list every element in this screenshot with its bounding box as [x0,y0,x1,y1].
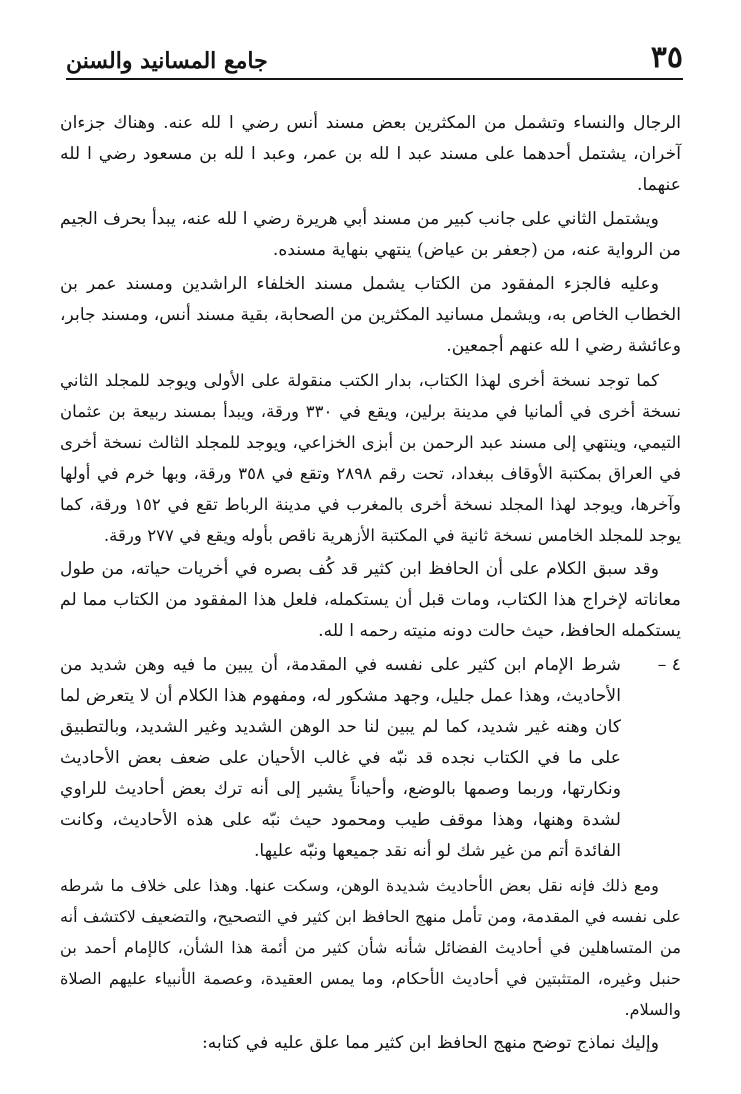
paragraph: الرجال والنساء وتشمل من المكثرين بعض مسند أنس رضي ا لله عنه. وهناك جزءان آخران، يشتمل أحدهما على مسند عبد ا لله بن عمر، وعبد ا لله بن مسعود رضي ا لله عنهما. [60,113,681,195]
paragraph: وإليك نماذج توضح منهج الحافظ ابن كثير مما علق عليه في كتابه: [201,1033,659,1053]
paragraph: وقد سبق الكلام على أن الحافظ ابن كثير قد كُف بصره في أخريات حياته، من طول معاناته لإخراج هذا الكتاب، ومات قبل أن يستكمله، فلعل هذا المفقود من الكتاب مما لم يستكمله الحافظ، حيث حالت دونه منيته رحمه ا لله. [60,559,681,641]
paragraph: كما توجد نسخة أخرى لهذا الكتاب، بدار الكتب منقولة على الأولى ويوجد للمجلد الثاني نسخة أخرى في ألمانيا في مدينة برلين، ويقع في ٣٣٠ ورقة، ويبدأ بمسند ربيعة بن عثمان التيمي، وينتهي إلى مسند عبد الرحمن بن أبزى الخزاعي، ويوجد للمجلد الثالث نسخة أخرى في العراق بمكتبة الأوقاف ببغداد، تحت رقم ٢٨٩٨ وتقع في ٣٥٨ ورقة، وبها خرم في أولها وآخرها، ويوجد لهذا المجلد نسخة أخرى بالمغرب في مدينة الرباط تقع في ١٥٢ ورقة، كما يوجد للمجلد الخامس نسخة ثانية في المكتبة الأزهرية ناقص بأوله ويقع في ٢٧٧ ورقة. [60,371,682,545]
numbered-item [60,650,681,867]
paragraph: ومع ذلك فإنه نقل بعض الأحاديث شديدة الوهن، وسكت عنها. وهذا على خلاف ما شرطه على نفسه في المقدمة، ومن تأمل منهج الحافظ ابن كثير في التصحيح، والتضعيف لاكتشف أنه من المتساهلين في أحاديث الفضائل شأنه شأن كثير من أئمة هذا الشأن، كالإمام أحمد بن حنبل وغيره، المتثبتين في أحاديث الأحكام، وما يمس العقيدة، وعصمة الأنبياء عليهم الصلاة والسلام. [60,876,681,1019]
item-text: شرط الإمام ابن كثير على نفسه في المقدمة، أن يبين ما فيه وهن شديد من الأحاديث، وهذا عمل جليل، وجهد مشكور له، ومفهوم هذا الكلام أن لا يتعرض لما كان وهنه غير شديد، كما لم يبين لنا حد الوهن الشديد وغير الشديد، وبالتطبيق على ما في الكتاب نجده قد نبّه في غالب الأحيان على ضعف بعض الأحاديث ونكارتها، وربما وصمها بالوضع، وأحياناً يشير إلى أنه ترك بعض أحاديث للراوي لشدة وهنها، وهذا موقف طيب ومحمود حيث نبّه على هذه الأحاديث، وكانت الفائدة أتم من غير شك لو أنه نقد جميعها ونبّه عليها. [60,655,621,861]
paragraph: ويشتمل الثاني على جانب كبير من مسند أبي هريرة رضي ا لله عنه، يبدأ بحرف الجيم من الرواية عنه، من (جعفر بن عياض) ينتهي بنهاية مسنده. [60,209,681,260]
page-body [60,108,681,1062]
item-number: ٤ – [657,655,681,675]
paragraph: وعليه فالجزء المفقود من الكتاب يشمل مسند الخلفاء الراشدين ومسند عمر بن الخطاب الخاص به، ويشمل مسانيد المكثرين من الصحابة، بقية مسند أنس، ومسند جابر، وعائشة رضي ا لله عنهم أجمعين. [60,274,681,356]
running-title: جامع المسانيد والسنن [66,48,268,74]
page-header [66,38,683,80]
page-number: ٣٥ [650,40,683,75]
